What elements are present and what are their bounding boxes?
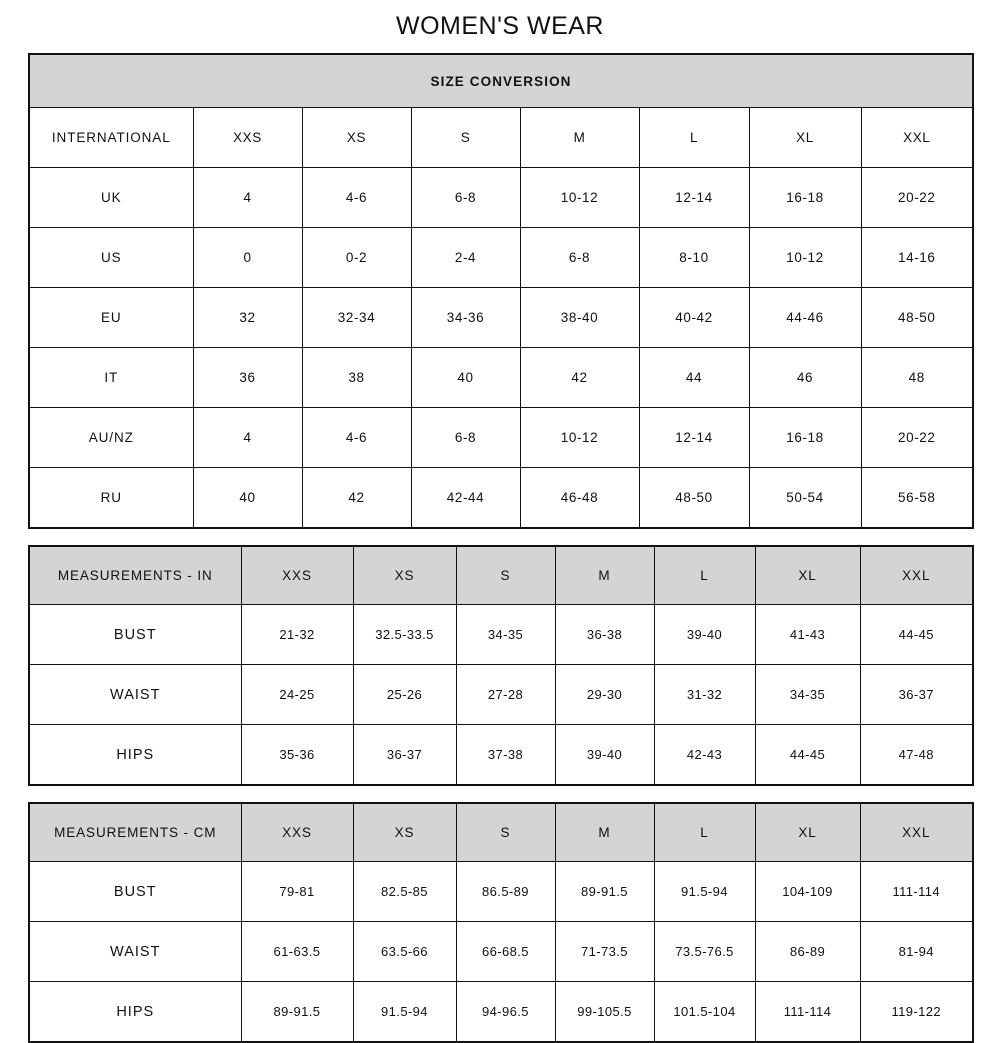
row-label: EU <box>29 288 193 348</box>
table-cell: 91.5-94 <box>353 982 456 1043</box>
table-cell: 38-40 <box>520 288 639 348</box>
header-cell-xl: XL <box>749 108 861 168</box>
table-cell: 34-35 <box>456 605 555 665</box>
row-label: WAIST <box>29 665 241 725</box>
table-cell: 32-34 <box>302 288 411 348</box>
header-cell-l: L <box>654 803 755 862</box>
row-label: HIPS <box>29 725 241 786</box>
row-label: BUST <box>29 862 241 922</box>
table-cell: 61-63.5 <box>241 922 353 982</box>
table-cell: 31-32 <box>654 665 755 725</box>
table-cell: 44-45 <box>860 605 973 665</box>
table-cell: 24-25 <box>241 665 353 725</box>
header-cell-xxl: XXL <box>860 546 973 605</box>
table-row <box>29 468 973 529</box>
table-cell: 46 <box>749 348 861 408</box>
table-row <box>29 288 973 348</box>
table-cell: 6-8 <box>411 408 520 468</box>
table-cell: 21-32 <box>241 605 353 665</box>
header-cell-xl: XL <box>755 546 860 605</box>
row-label: AU/NZ <box>29 408 193 468</box>
table-cell: 111-114 <box>755 982 860 1043</box>
table-cell: 81-94 <box>860 922 973 982</box>
table-cell: 44 <box>639 348 749 408</box>
table-cell: 89-91.5 <box>241 982 353 1043</box>
table-cell: 111-114 <box>860 862 973 922</box>
table-cell: 16-18 <box>749 168 861 228</box>
table-row <box>29 408 973 468</box>
table-cell: 20-22 <box>861 408 973 468</box>
table-cell: 39-40 <box>654 605 755 665</box>
table-cell: 4-6 <box>302 408 411 468</box>
table-cell: 86-89 <box>755 922 860 982</box>
row-label: UK <box>29 168 193 228</box>
table-cell: 42 <box>302 468 411 529</box>
table-cell: 6-8 <box>411 168 520 228</box>
header-cell-xxl: XXL <box>860 803 973 862</box>
table-row <box>29 605 973 665</box>
table-row <box>29 228 973 288</box>
table-row <box>29 922 973 982</box>
header-cell-l: L <box>639 108 749 168</box>
header-cell-s: S <box>411 108 520 168</box>
table-cell: 41-43 <box>755 605 860 665</box>
table-cell: 32 <box>193 288 302 348</box>
table-cell: 48-50 <box>861 288 973 348</box>
header-cell-m: M <box>555 546 654 605</box>
table-cell: 86.5-89 <box>456 862 555 922</box>
table-cell: 20-22 <box>861 168 973 228</box>
header-cell-xs: XS <box>353 803 456 862</box>
table-header-row <box>29 803 973 862</box>
table-cell: 0 <box>193 228 302 288</box>
table-cell: 79-81 <box>241 862 353 922</box>
size-conversion-table <box>28 53 974 529</box>
measurements-centimeters-table <box>28 802 974 1043</box>
header-cell-xs: XS <box>353 546 456 605</box>
table-cell: 35-36 <box>241 725 353 786</box>
header-cell-xxs: XXS <box>241 803 353 862</box>
table-cell: 42-44 <box>411 468 520 529</box>
table-cell: 12-14 <box>639 408 749 468</box>
row-label: US <box>29 228 193 288</box>
table-cell: 34-36 <box>411 288 520 348</box>
table-cell: 12-14 <box>639 168 749 228</box>
table-cell: 36-38 <box>555 605 654 665</box>
table-cell: 39-40 <box>555 725 654 786</box>
table-cell: 34-35 <box>755 665 860 725</box>
table-cell: 104-109 <box>755 862 860 922</box>
table-row <box>29 665 973 725</box>
table-cell: 4 <box>193 408 302 468</box>
table-row <box>29 348 973 408</box>
table-cell: 29-30 <box>555 665 654 725</box>
header-cell-measurements-cm: MEASUREMENTS - CM <box>29 803 241 862</box>
page-title: WOMEN'S WEAR <box>396 12 604 40</box>
table-cell: 82.5-85 <box>353 862 456 922</box>
table-cell: 48-50 <box>639 468 749 529</box>
table-cell: 42-43 <box>654 725 755 786</box>
table-cell: 4 <box>193 168 302 228</box>
header-cell-s: S <box>456 803 555 862</box>
table-cell: 16-18 <box>749 408 861 468</box>
table-cell: 91.5-94 <box>654 862 755 922</box>
table-cell: 36-37 <box>860 665 973 725</box>
table-cell: 10-12 <box>520 408 639 468</box>
table-header-row <box>29 108 973 168</box>
table-banner-row <box>29 54 973 108</box>
row-label: HIPS <box>29 982 241 1043</box>
table-cell: 71-73.5 <box>555 922 654 982</box>
table-header-row <box>29 546 973 605</box>
table-row <box>29 725 973 786</box>
table-cell: 44-46 <box>749 288 861 348</box>
header-cell-xxs: XXS <box>193 108 302 168</box>
table-cell: 25-26 <box>353 665 456 725</box>
table-cell: 56-58 <box>861 468 973 529</box>
table-row <box>29 982 973 1043</box>
table-cell: 40-42 <box>639 288 749 348</box>
row-label: IT <box>29 348 193 408</box>
header-cell-xl: XL <box>755 803 860 862</box>
table-cell: 89-91.5 <box>555 862 654 922</box>
row-label: RU <box>29 468 193 529</box>
table-cell: 14-16 <box>861 228 973 288</box>
table-row <box>29 862 973 922</box>
row-label: WAIST <box>29 922 241 982</box>
table-cell: 4-6 <box>302 168 411 228</box>
table-cell: 66-68.5 <box>456 922 555 982</box>
header-cell-l: L <box>654 546 755 605</box>
table-cell: 0-2 <box>302 228 411 288</box>
size-conversion-banner: SIZE CONVERSION <box>29 54 973 108</box>
table-cell: 73.5-76.5 <box>654 922 755 982</box>
table-cell: 32.5-33.5 <box>353 605 456 665</box>
table-cell: 46-48 <box>520 468 639 529</box>
header-cell-xxs: XXS <box>241 546 353 605</box>
header-cell-xs: XS <box>302 108 411 168</box>
table-cell: 27-28 <box>456 665 555 725</box>
table-cell: 44-45 <box>755 725 860 786</box>
row-label: BUST <box>29 605 241 665</box>
table-cell: 2-4 <box>411 228 520 288</box>
table-cell: 38 <box>302 348 411 408</box>
table-cell: 42 <box>520 348 639 408</box>
table-cell: 37-38 <box>456 725 555 786</box>
measurements-inches-table <box>28 545 974 786</box>
header-cell-xxl: XXL <box>861 108 973 168</box>
table-cell: 50-54 <box>749 468 861 529</box>
table-cell: 101.5-104 <box>654 982 755 1043</box>
table-cell: 47-48 <box>860 725 973 786</box>
header-cell-m: M <box>555 803 654 862</box>
table-row <box>29 168 973 228</box>
table-cell: 36 <box>193 348 302 408</box>
table-cell: 6-8 <box>520 228 639 288</box>
table-cell: 119-122 <box>860 982 973 1043</box>
table-cell: 94-96.5 <box>456 982 555 1043</box>
table-cell: 40 <box>411 348 520 408</box>
table-cell: 99-105.5 <box>555 982 654 1043</box>
table-cell: 63.5-66 <box>353 922 456 982</box>
table-cell: 10-12 <box>520 168 639 228</box>
header-cell-measurements-in: MEASUREMENTS - IN <box>29 546 241 605</box>
header-cell-international: INTERNATIONAL <box>29 108 193 168</box>
table-cell: 8-10 <box>639 228 749 288</box>
header-cell-m: M <box>520 108 639 168</box>
header-cell-s: S <box>456 546 555 605</box>
table-cell: 40 <box>193 468 302 529</box>
table-cell: 10-12 <box>749 228 861 288</box>
table-cell: 36-37 <box>353 725 456 786</box>
table-cell: 48 <box>861 348 973 408</box>
